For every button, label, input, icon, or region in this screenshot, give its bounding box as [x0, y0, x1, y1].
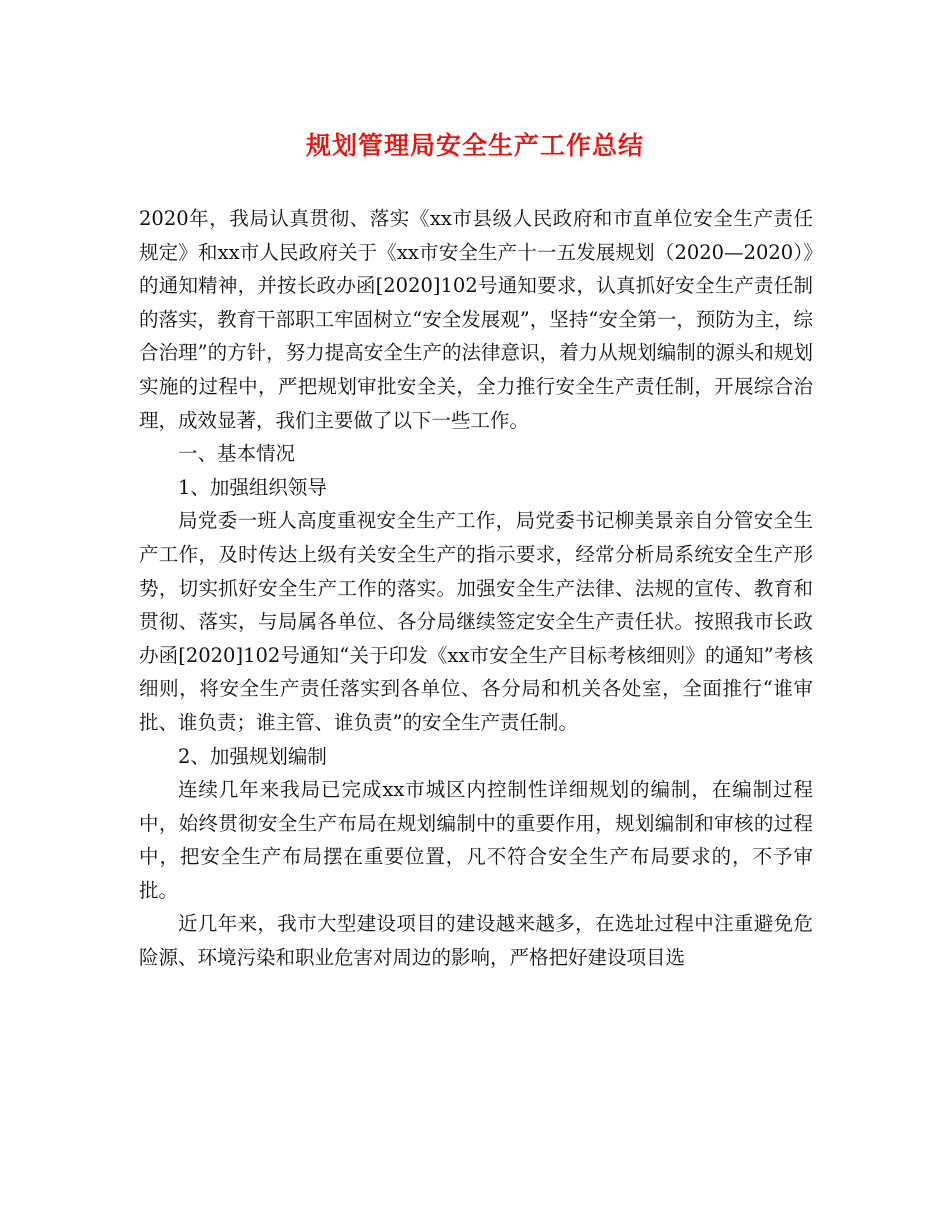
- paragraph-site-selection: 近几年来，我市大型建设项目的建设越来越多，在选址过程中注重避免危险源、环境污染和职业危害对周边的影响，严格把好建设项目选: [139, 912, 813, 970]
- paragraph-organization: 局党委一班人高度重视安全生产工作，局党委书记柳美景亲自分管安全生产工作，及时传达上级有关安全生产的指示要求，经常分析局系统安全生产形势，切实抓好安全生产工作的落实。加强安全生产法律、法规的宣传、教育和贯彻、落实，与局属各单位、各分局继续签定安全生产责任状。按照我市长政办函[2020]102号通知“关于印发《xx市安全生产目标考核细则》的通知”考核细则，将安全生产责任落实到各单位、各分局和机关各处室，全面推行“谁审批、谁负责；谁主管、谁负责”的安全生产责任制。: [139, 509, 813, 734]
- paragraph-intro: 2020年，我局认真贯彻、落实《xx市县级人民政府和市直单位安全生产责任规定》和xx市人民政府关于《xx市安全生产十一五发展规划（2020—2020）》的通知精神，并按长政办函[2020]102号通知要求，认真抓好安全生产责任制的落实，教育干部职工牢固树立“安全发展观”，坚持“安全第一，预防为主，综合治理”的方针，努力提高安全生产的法律意识，着力从规划编制的源头和规划实施的过程中，严把规划审批安全关，全力推行安全生产责任制，开展综合治理，成效显著，我们主要做了以下一些工作。: [139, 207, 813, 432]
- subsection-heading-organization: 1、加强组织领导: [178, 475, 327, 499]
- paragraph-planning: 连续几年来我局已完成xx市城区内控制性详细规划的编制，在编制过程中，始终贯彻安全生产布局在规划编制中的重要作用，规划编制和审核的过程中，把安全生产布局摆在重要位置，凡不符合安全生产布局要求的，不予审批。: [139, 778, 813, 902]
- subsection-heading-planning: 2、加强规划编制: [178, 744, 327, 768]
- document-body: [139, 202, 813, 975]
- section-heading-basic-situation: 一、基本情况: [178, 442, 296, 466]
- document-title: 规划管理局安全生产工作总结: [305, 131, 644, 160]
